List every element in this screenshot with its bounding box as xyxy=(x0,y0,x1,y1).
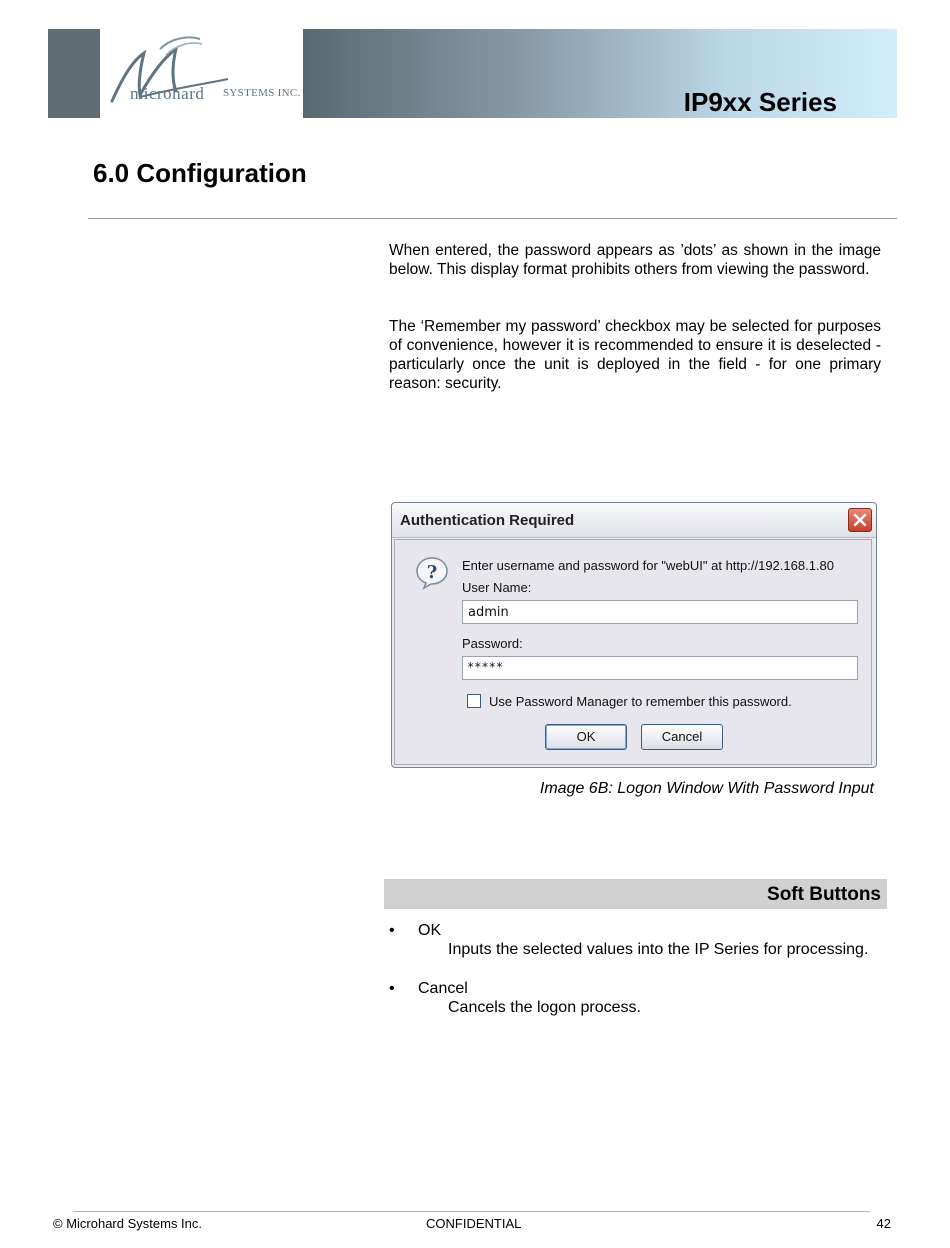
soft-button-name-cancel: Cancel xyxy=(418,980,468,997)
soft-buttons-header xyxy=(384,879,887,909)
image-caption: Image 6B: Logon Window With Password Input xyxy=(539,780,874,797)
header-banner xyxy=(303,29,897,118)
auth-dialog xyxy=(391,502,877,768)
dialog-title: Authentication Required xyxy=(400,512,575,529)
soft-buttons-title: Soft Buttons xyxy=(767,884,881,905)
password-input[interactable]: ***** xyxy=(462,656,858,680)
series-title: IP9xx Series xyxy=(683,87,837,117)
footer-confidential: CONFIDENTIAL xyxy=(426,1216,522,1231)
dialog-titlebar xyxy=(392,503,876,538)
soft-button-desc-ok: Inputs the selected values into the IP Series for processing. xyxy=(448,941,869,958)
remember-password-checkbox[interactable] xyxy=(467,694,481,708)
title-divider xyxy=(88,218,897,219)
question-icon xyxy=(415,556,449,590)
soft-button-name-ok: OK xyxy=(418,922,442,939)
username-label: User Name: xyxy=(462,580,532,595)
bullet-icon: • xyxy=(389,922,395,939)
body-paragraph-1: When entered, the password appears as ’dots’ as shown in the image below. This display format prohibits others from viewing the password. xyxy=(389,242,881,278)
bullet-icon: • xyxy=(389,980,395,997)
close-button[interactable] xyxy=(848,508,872,532)
cancel-button[interactable]: Cancel xyxy=(641,724,723,750)
footer-divider xyxy=(73,1211,870,1212)
close-icon xyxy=(849,509,871,531)
logo-wordmark: microhard xyxy=(130,84,205,103)
page-title: 6.0 Configuration xyxy=(93,158,307,188)
header-left-block xyxy=(48,29,100,118)
svg-text:?: ? xyxy=(426,562,438,583)
username-input[interactable]: admin xyxy=(462,600,858,624)
remember-password-label[interactable]: Use Password Manager to remember this password. xyxy=(489,694,792,709)
logo-suffix: SYSTEMS INC. xyxy=(223,87,301,99)
page-number: 42 xyxy=(876,1216,891,1231)
dialog-prompt: Enter username and password for "webUI" at http://192.168.1.80 xyxy=(462,558,835,573)
password-label: Password: xyxy=(462,636,523,651)
soft-button-desc-cancel: Cancels the logon process. xyxy=(448,999,641,1016)
logo-swoosh-icon xyxy=(100,29,303,118)
dialog-body xyxy=(394,539,872,765)
footer-copyright: © Microhard Systems Inc. xyxy=(53,1216,203,1231)
body-paragraph-2: The ‘Remember my password’ checkbox may be selected for purposes of convenience, however it is recommended to ensure it is deselected - particularly once the unit is deployed in the field - for one primary reason: security. xyxy=(389,318,881,392)
company-logo xyxy=(100,29,303,118)
ok-button[interactable]: OK xyxy=(545,724,627,750)
